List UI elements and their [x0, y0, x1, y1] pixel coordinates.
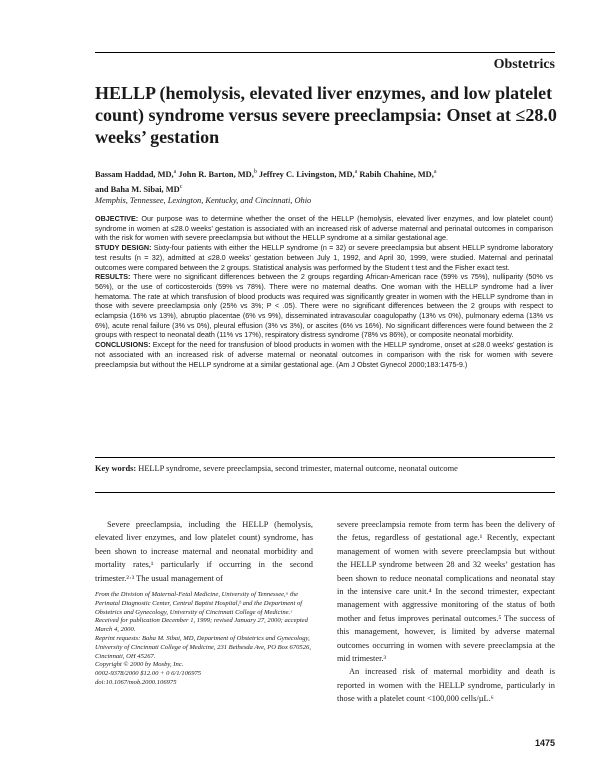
body-paragraph: An increased risk of maternal morbidity and death is reported in women with the HELLP syndrome, particularly in those with a platelet count <100,000 cells/µL.⁶ [337, 667, 555, 704]
author-affil-mark: a [354, 169, 358, 175]
footnote-issn: 0002-9378/2000 $12.00 + 0 6/1/106975 [95, 670, 202, 678]
author-affil-mark: a [173, 169, 177, 175]
body-paragraph: severe preeclampsia remote from term has been the delivery of the fetus, regardless of gestational age.¹ Recently, expectant management of women with severe preeclampsia but without the HELLP syndrome between 28 and 32 weeks’ gestation has been shown to reduce neonatal complications and neonatal stay in the intensive care unit.⁴ In the second trimester, expectant management with aggressive monitoring of the status of both mother and fetus improves perinatal outcomes.⁵ The success of this management, however, is limited by adverse maternal outcomes occurring in women with severe preeclampsia at the mid trimester.³ [337, 520, 555, 664]
header-rule [95, 52, 555, 53]
keywords-label: Key words: [95, 464, 137, 473]
affiliation-line: Memphis, Tennessee, Lexington, Kentucky, and Cincinnati, Ohio [95, 196, 312, 205]
author-name: Bassam Haddad, MD, [95, 169, 174, 179]
footnote-copyright: Copyright © 2000 by Mosby, Inc. [95, 661, 184, 669]
article-title: HELLP (hemolysis, elevated liver enzymes, and low platelet count) syndrome versus severe preeclampsia: Onset at ≤28.0 weeks’ gestation [95, 83, 557, 147]
author-affil-mark: b [253, 169, 257, 175]
abstract [95, 214, 553, 369]
author-name: Jeffrey C. Livingston, MD, [258, 169, 355, 179]
footnotes [95, 591, 313, 688]
abstract-objective [95, 214, 553, 243]
abstract-conclusions [95, 340, 553, 369]
keywords-rule-top [95, 457, 555, 458]
keywords-text: HELLP syndrome, severe preeclampsia, second trimester, maternal outcome, neonatal outcome [136, 464, 458, 473]
author-name: John R. Barton, MD, [178, 169, 254, 179]
abstract-conclusions-text: Except for the need for transfusion of blood products in women with the HELLP syndrome, onset at ≤28.0 weeks’ gestation is not associated with an increased risk of adverse maternal or neonatal outcomes in comparison with the risk for women with severe preeclampsia but without the HELLP syndrome at a similar gestational age. (Am J Obstet Gynecol 2000;183:1475-9.) [95, 340, 553, 369]
abstract-conclusions-label: CONCLUSIONS: [95, 340, 151, 350]
abstract-results-label: RESULTS: [95, 272, 131, 282]
author-list [95, 166, 565, 196]
abstract-design-text: Sixty-four patients with either the HELLP syndrome (n = 32) or severe preeclampsia but absent HELLP syndrome laboratory test results (n = 32), admitted at ≤28.0 weeks’ gestation between July 1, 1992, and April 30, 1999, were studied. Maternal and perinatal outcomes were compared between the 2 groups. Statistical analysis was performed by the Student t test and the Fisher exact test. [95, 243, 553, 272]
author-affil-mark: c [179, 183, 183, 190]
abstract-results-text: There were no significant differences between the 2 groups regarding African-American race (59% vs 75%), nulliparity (50% vs 56%), or the use of corticosteroids (59% vs 78%). There were no maternal deaths. One woman with the HELLP syndrome had a liver hematoma. The rate at which transfusion of blood products was required was significantly greater in women with the HELLP syndrome than in those with severe preeclampsia only (25% vs 3%; P < .05). There were no significant differences between the 2 groups with respect to eclampsia (16% vs 13%), abruptio placentae (6% vs 9%), disseminated intravascular coagulopathy (13% vs 0%), pulmonary edema (13% vs 6%), acute renal failure (3% vs 0%), pleural effusion (3% vs 3%), or ascites (6% vs 16%). No significant differences were found between the 2 groups with respect to neonatal death (11% vs 17%), respiratory distress syndrome (78% vs 86%), or composite neonatal morbidity. [95, 272, 553, 340]
abstract-design [95, 243, 553, 272]
body-column-left [95, 518, 313, 585]
footnote-reprints: Reprint requests: Baha M. Sibai, MD, Department of Obstetrics and Gynecology, University of Cincinnati College of Medicine, 231 Bethesda Ave, PO Box 670526, Cincinnati, OH 45267. [95, 634, 311, 660]
abstract-objective-label: OBJECTIVE: [95, 214, 139, 223]
abstract-objective-text: Our purpose was to determine whether the onset of the HELLP (hemolysis, elevated liver enzymes, and low platelet count) syndrome in women at ≤28.0 weeks’ gestation is associated with an increased risk of adverse maternal and perinatal outcomes in comparison with the risk for women with severe preeclampsia but without the HELLP syndrome at a similar gestational age. [95, 214, 553, 243]
footnote-affiliations: From the Division of Maternal-Fetal Medicine, University of Tennessee,ᵃ the Perinatal Diagnostic Center, Central Baptist Hospital,ᵇ and the Department of Obstetrics and Gynecology, University of Cincinnati College of Medicine.ᶜ [95, 591, 303, 616]
footnote-received: Received for publication December 1, 1999; revised January 27, 2000; accepted March 4, 2000. [95, 617, 308, 634]
body-column-right [337, 518, 555, 706]
author-name: and Baha M. Sibai, MD [95, 184, 180, 194]
body-paragraph: Severe preeclampsia, including the HELLP (hemolysis, elevated liver enzymes, and low platelet count) syndrome, has been shown to increase maternal and neonatal morbidity and mortality rates,¹ particularly if occurring in the second trimester.²·³ The usual management of [95, 520, 313, 583]
keywords [95, 464, 525, 475]
page-number: 1475 [534, 738, 555, 748]
abstract-results [95, 272, 553, 340]
author-name: Rabih Chahine, MD, [359, 169, 434, 179]
author-affil-mark: a [433, 169, 437, 175]
keywords-rule-bottom [95, 492, 555, 493]
section-heading: Obstetrics [493, 57, 555, 72]
abstract-design-label: STUDY DESIGN: [95, 243, 152, 253]
footnote-doi: doi:10.1067/mob.2000.106975 [95, 678, 177, 686]
